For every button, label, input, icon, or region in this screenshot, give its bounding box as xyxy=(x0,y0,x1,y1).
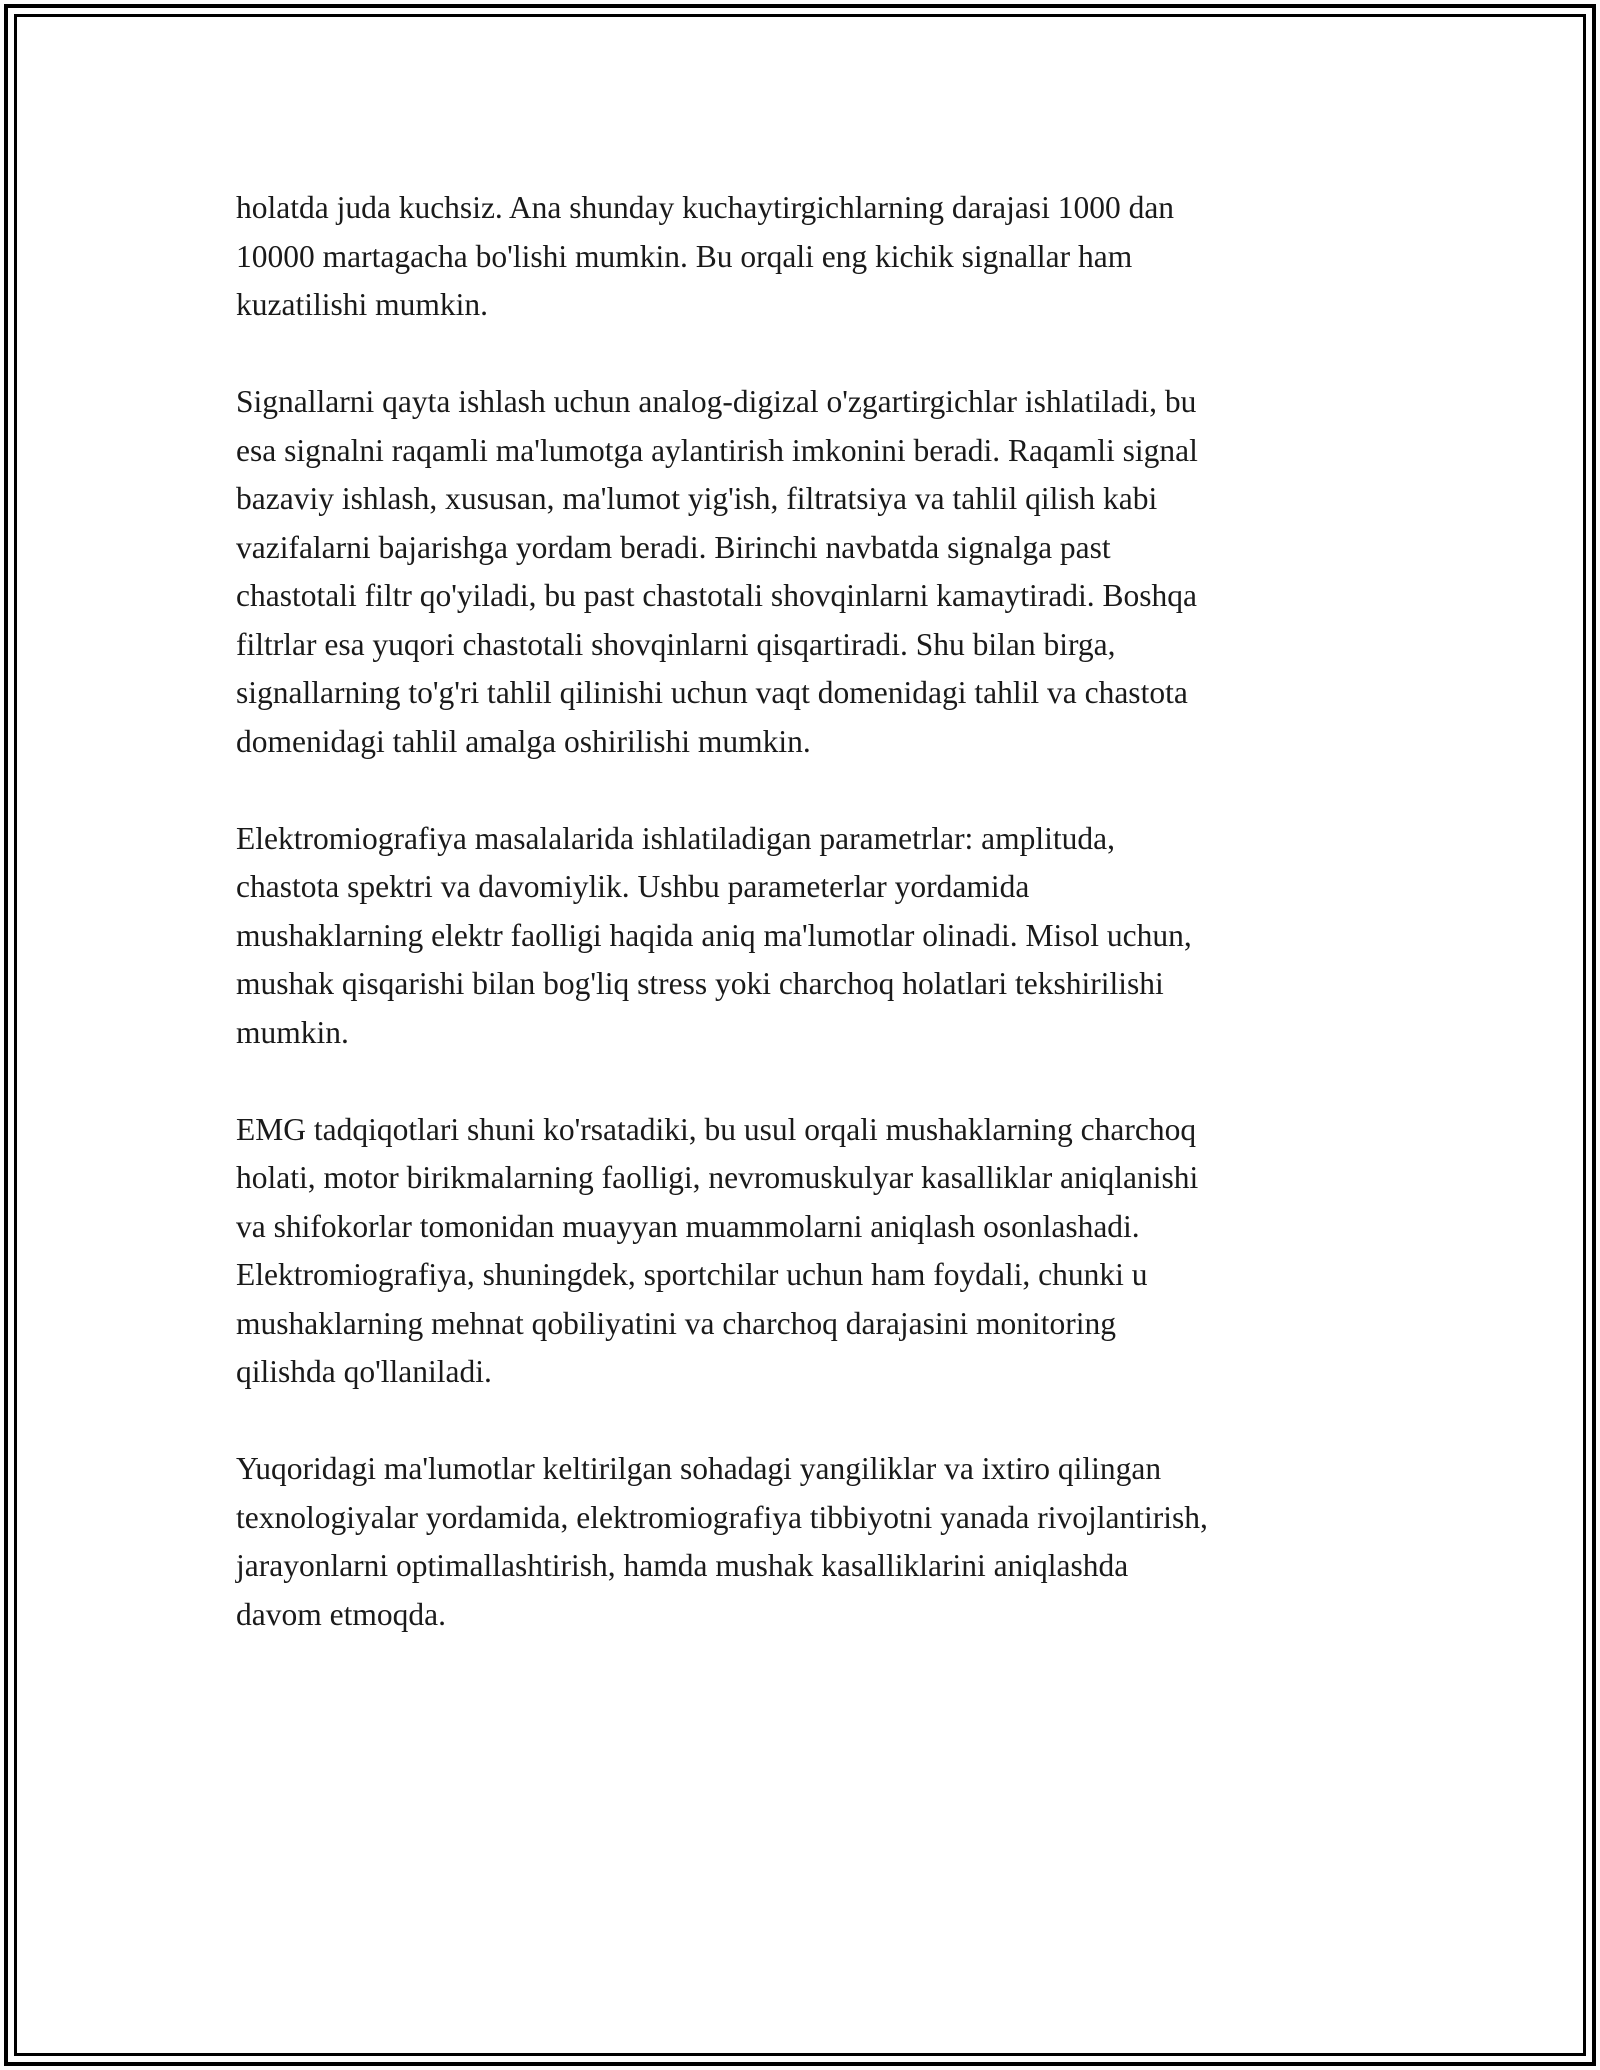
text-line: holatda juda kuchsiz. Ana shunday kuchaytirgichlarning darajasi 1000 dan xyxy=(236,190,1175,225)
text-line: vazifalarni bajarishga yordam beradi. Birinchi navbatda signalga past xyxy=(236,529,1111,565)
text-line: Signallarni qayta ishlash uchun analog-digizal o'zgartirgichlar ishlatiladi, bu xyxy=(236,384,1197,419)
text-line: EMG tadqiqotlari shuni ko'rsatadiki, bu usul orqali mushaklarning charchoq xyxy=(236,1111,1197,1147)
paragraph-4 xyxy=(236,1106,1386,1397)
text-line: filtrlar esa yuqori chastotali shovqinlarni qisqartiradi. Shu bilan birga, xyxy=(236,626,1116,662)
text-line: Elektromiografiya, shuningdek, sportchilar uchun ham foydali, chunki u xyxy=(236,1257,1148,1292)
text-line: signallarning to'g'ri tahlil qilinishi uchun vaqt domenidagi tahlil va chastota xyxy=(236,675,1188,710)
text-line: esa signalni raqamli ma'lumotga aylantirish imkonini beradi. Raqamli signal xyxy=(236,432,1198,468)
page-body xyxy=(236,184,1386,1688)
paragraph-5 xyxy=(236,1445,1386,1639)
text-line: mushaklarning elektr faolligi haqida aniq ma'lumotlar olinadi. Misol uchun, xyxy=(236,917,1192,953)
paragraph-2 xyxy=(236,378,1386,766)
text-line: mushaklarning mehnat qobiliyatini va charchoq darajasini monitoring xyxy=(236,1305,1117,1341)
text-line: qilishda qo'llaniladi. xyxy=(236,1354,492,1389)
text-line: bazaviy ishlash, xususan, ma'lumot yig'ish, filtratsiya va tahlil qilish kabi xyxy=(236,481,1158,516)
text-line: Elektromiografiya masalalarida ishlatiladigan parametrlar: amplituda, xyxy=(236,820,1116,856)
text-line: mushak qisqarishi bilan bog'liq stress yoki charchoq holatlari tekshirilishi xyxy=(236,966,1164,1001)
text-line: va shifokorlar tomonidan muayyan muammolarni aniqlash osonlashadi. xyxy=(236,1208,1140,1244)
text-line: chastota spektri va davomiylik. Ushbu parameterlar yordamida xyxy=(236,869,1030,904)
text-line: texnologiyalar yordamida, elektromiografiya tibbiyotni yanada rivojlantirish, xyxy=(236,1499,1208,1535)
text-line: 10000 martagacha bo'lishi mumkin. Bu orqali eng kichik signallar ham xyxy=(236,238,1133,274)
text-line: chastotali filtr qo'yiladi, bu past chastotali shovqinlarni kamaytiradi. Boshqa xyxy=(236,578,1197,613)
text-line: domenidagi tahlil amalga oshirilishi mumkin. xyxy=(236,723,811,759)
text-line: mumkin. xyxy=(236,1014,349,1050)
text-line: kuzatilishi mumkin. xyxy=(236,287,488,322)
paragraph-1 xyxy=(236,184,1386,330)
paragraph-3 xyxy=(236,815,1386,1058)
text-line: davom etmoqda. xyxy=(236,1596,446,1632)
text-line: jarayonlarni optimallashtirish, hamda mushak kasalliklarini aniqlashda xyxy=(236,1548,1129,1583)
text-line: Yuqoridagi ma'lumotlar keltirilgan sohadagi yangiliklar va ixtiro qilingan xyxy=(236,1451,1162,1486)
text-line: holati, motor birikmalarning faolligi, nevromuskulyar kasalliklar aniqlanishi xyxy=(236,1160,1199,1195)
